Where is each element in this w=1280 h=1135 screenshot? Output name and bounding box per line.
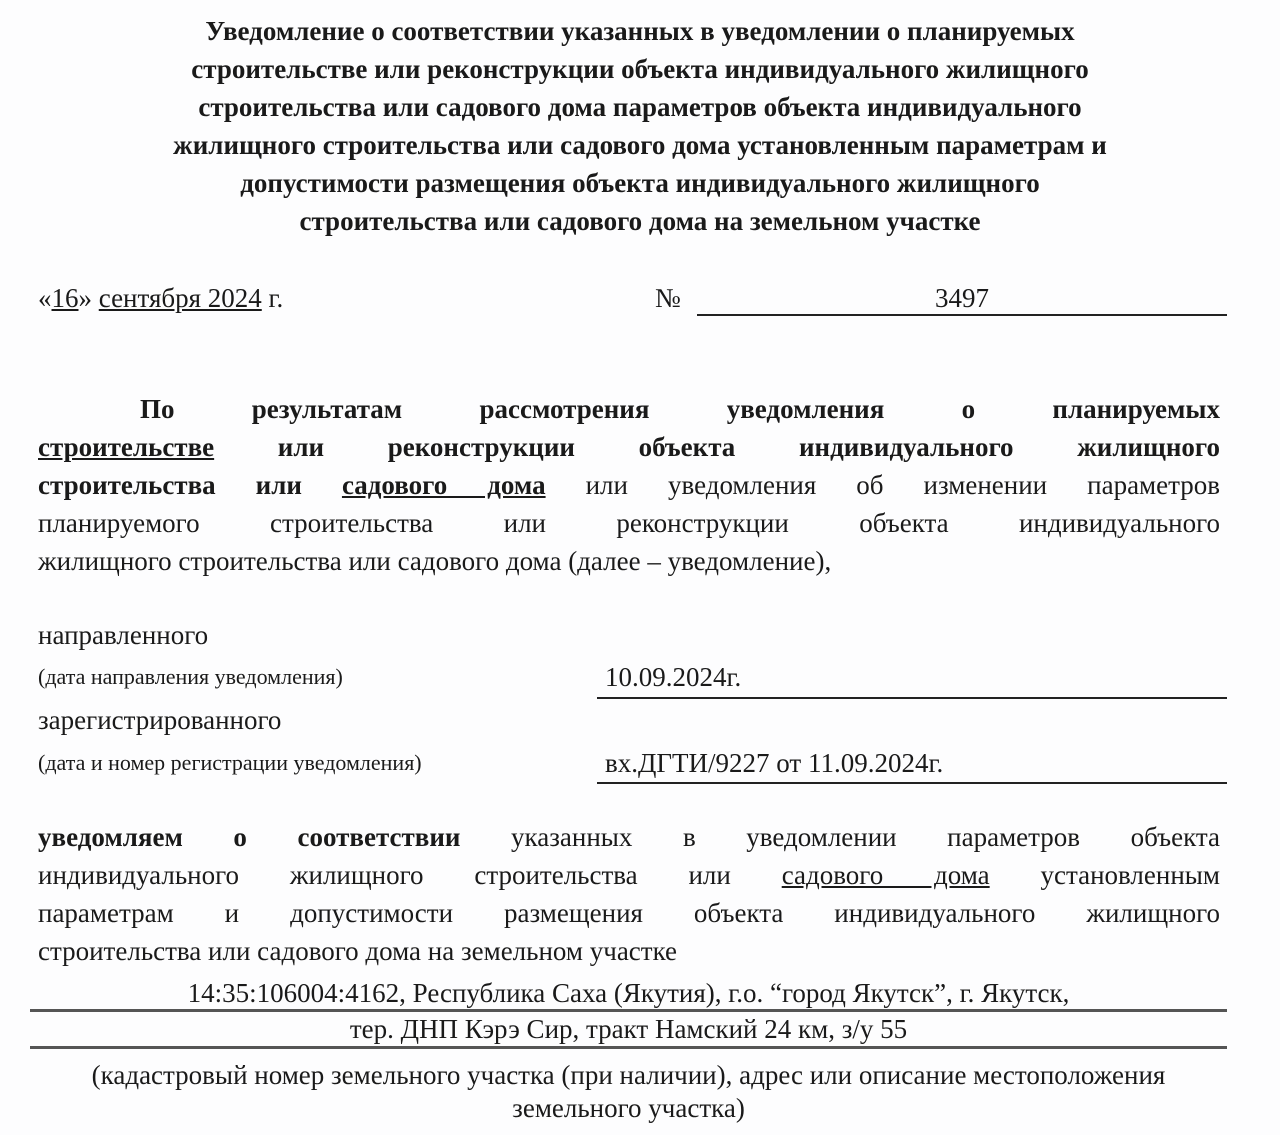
paragraph2-line: параметрам и допустимости размещения объекта индивидуального жилищного: [38, 898, 1220, 928]
text: или уведомления об изменении параметров: [545, 470, 1221, 500]
paragraph2-line: [38, 860, 1220, 890]
registered-value: вх.ДГТИ/9227 от 11.09.2024г.: [605, 748, 944, 778]
paragraph1-line: По результатам рассмотрения уведомления о планируемых: [140, 394, 1220, 424]
text: или реконструкции объекта индивидуального жилищного: [214, 432, 1220, 462]
sent-caption: (дата направления уведомления): [38, 664, 343, 689]
title-line: строительства или садового дома параметров объекта индивидуального: [198, 92, 1082, 122]
title-line: строительства или садового дома на земельном участке: [299, 206, 981, 236]
underlined-text: садового дома: [781, 860, 990, 890]
date-suffix: г.: [268, 283, 284, 313]
address-caption: (кадастровый номер земельного участка (при наличии), адрес или описание местоположения: [91, 1060, 1166, 1090]
quote: »: [78, 283, 92, 313]
paragraph2-line: [38, 822, 1220, 852]
sent-underline: [597, 697, 1227, 699]
text: индивидуального жилищного строительства или: [38, 860, 782, 890]
sent-date-value: 10.09.2024г.: [605, 662, 742, 692]
paragraph1-line: планируемого строительства или реконструкции объекта индивидуального: [38, 508, 1220, 538]
underlined-text: садового дома: [341, 470, 546, 500]
registered-label: зарегистрированного: [38, 705, 282, 735]
document-title: [0, 12, 1280, 240]
title-line: жилищного строительства или садового дома установленным параметрам и: [173, 130, 1107, 160]
date-month-year: сентября 2024: [98, 283, 262, 313]
address-line: 14:35:106004:4162, Республика Саха (Якутия), г.о. “город Якутск”, г. Якутск,: [187, 978, 1070, 1008]
registered-underline: [597, 782, 1227, 784]
paragraph2-line: строительства или садового дома на земельном участке: [38, 936, 678, 966]
paragraph1-line: [38, 470, 1220, 500]
number-underline: [697, 314, 1227, 316]
underlined-text: строительстве: [38, 432, 215, 462]
sent-label: направленного: [38, 620, 209, 650]
paragraph1-line: жилищного строительства или садового дома (далее – уведомление),: [38, 546, 832, 576]
address-underline: [30, 1046, 1227, 1049]
address-caption: земельного участка): [512, 1093, 745, 1123]
address-line: тер. ДНП Кэрэ Сир, тракт Намский 24 км, з/у 55: [349, 1014, 908, 1044]
document-number: 3497: [935, 283, 989, 313]
title-line: допустимости размещения объекта индивидуального жилищного: [240, 168, 1040, 198]
text: уведомляем о соответствии: [38, 822, 461, 852]
date-day: 16: [51, 283, 79, 313]
text: строительства или: [38, 470, 342, 500]
document-date: [38, 283, 283, 314]
address-underline: [30, 1009, 1227, 1012]
title-line: Уведомление о соответствии указанных в уведомлении о планируемых: [205, 16, 1075, 46]
registered-caption: (дата и номер регистрации уведомления): [38, 750, 422, 775]
text: указанных в уведомлении параметров объекта: [460, 822, 1220, 852]
paragraph1-line: [38, 432, 1220, 462]
text: установленным: [989, 860, 1221, 890]
title-line: строительстве или реконструкции объекта индивидуального жилищного: [191, 54, 1089, 84]
number-label: №: [655, 283, 681, 313]
quote: «: [38, 283, 52, 313]
